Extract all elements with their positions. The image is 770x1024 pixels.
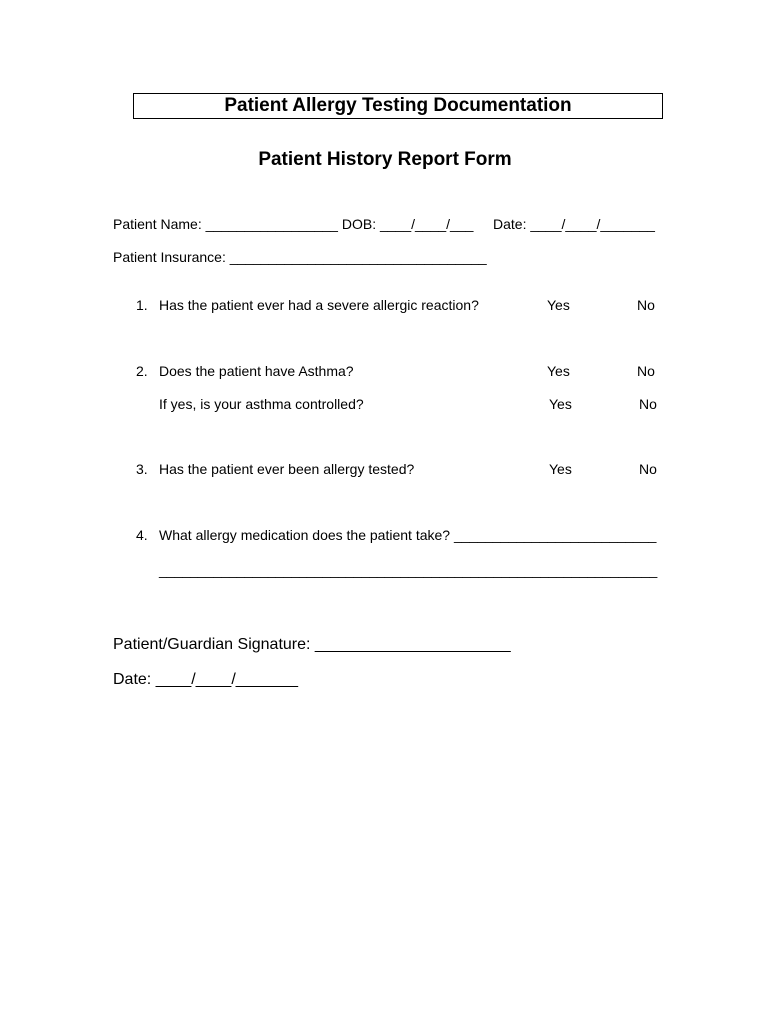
- patient-name-dob-field[interactable]: Patient Name: _________________ DOB: ____/____/___: [113, 216, 474, 232]
- question-1-text: Has the patient ever had a severe allergic reaction?: [159, 297, 479, 313]
- question-3-yes-option[interactable]: Yes: [549, 461, 572, 477]
- question-2-followup-yes-option[interactable]: Yes: [549, 396, 572, 412]
- question-4-field[interactable]: What allergy medication does the patient take? __________________________: [159, 527, 657, 543]
- question-2-number: 2.: [136, 363, 148, 379]
- patient-insurance-field[interactable]: Patient Insurance: _________________________________: [113, 249, 487, 265]
- question-1-yes-option[interactable]: Yes: [547, 297, 570, 313]
- signature-date-field[interactable]: Date: ____/____/_______: [113, 671, 299, 688]
- question-4-number: 4.: [136, 527, 148, 543]
- question-2-followup-text: If yes, is your asthma controlled?: [159, 396, 364, 412]
- question-2-followup-no-option[interactable]: No: [639, 396, 657, 412]
- question-3-number: 3.: [136, 461, 148, 477]
- document-title: Patient Allergy Testing Documentation: [133, 93, 663, 119]
- form-subtitle: Patient History Report Form: [258, 149, 512, 170]
- question-3-no-option[interactable]: No: [639, 461, 657, 477]
- question-4-continuation-line[interactable]: ________________________________________________________________: [159, 562, 658, 578]
- question-2-text: Does the patient have Asthma?: [159, 363, 354, 379]
- question-1-number: 1.: [136, 297, 148, 313]
- question-1-no-option[interactable]: No: [637, 297, 655, 313]
- signature-field[interactable]: Patient/Guardian Signature: ______________________: [113, 636, 511, 653]
- question-3-text: Has the patient ever been allergy tested?: [159, 461, 415, 477]
- date-field[interactable]: Date: ____/____/_______: [493, 216, 655, 232]
- question-2-yes-option[interactable]: Yes: [547, 363, 570, 379]
- question-2-no-option[interactable]: No: [637, 363, 655, 379]
